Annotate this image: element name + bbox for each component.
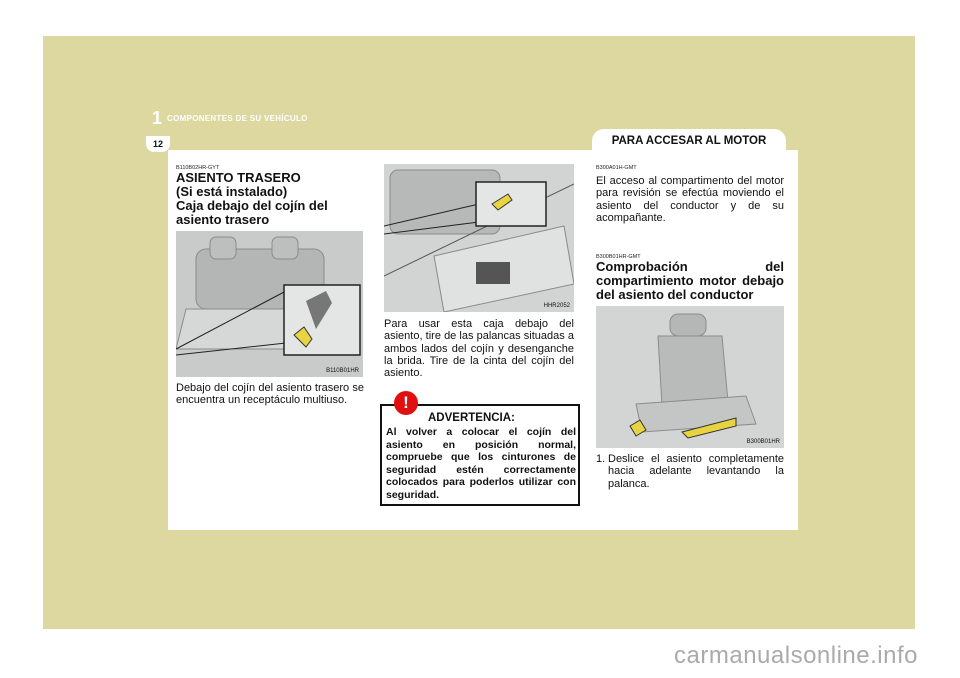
column-middle — [384, 150, 574, 379]
body-text: Debajo del cojín del asiento trasero se encuentra un receptáculo multiuso. — [176, 382, 364, 407]
section-code: B110B02HR-GYT — [176, 165, 220, 171]
section-tab: PARA ACCESAR AL MOTOR — [592, 129, 786, 151]
step-text: Deslice el asiento completamente hacia adelante levantando la palanca. — [608, 453, 784, 490]
chapter-number: 1 — [152, 108, 163, 128]
section-subtitle: Caja debajo del cojín del asiento trasero — [176, 198, 328, 227]
page-number: 12 — [146, 136, 170, 152]
figure-label: B110B01HR — [326, 368, 359, 374]
figure-label: B300B01HR — [746, 439, 780, 446]
seat-box-illustration — [384, 164, 574, 312]
step-number: 1. — [596, 453, 606, 466]
figure-rear-seat — [176, 231, 363, 377]
section-title: Comprobación del compartimiento motor debajo del asiento del conductor — [596, 259, 784, 303]
body-text: Para usar esta caja debajo del asiento, tire de las palancas situadas a ambos lados del cojín y desenganche la brida. Tire de la cinta del cojín del asiento. — [384, 318, 574, 380]
warning-icon: ! — [394, 391, 418, 415]
page-content — [168, 150, 798, 530]
column-left — [176, 150, 364, 407]
rear-seat-illustration — [176, 231, 363, 377]
figure-seat-box — [384, 164, 574, 312]
chapter-title: COMPONENTES DE SU VEHÍCULO — [167, 114, 308, 123]
warning-title: ADVERTENCIA: — [428, 412, 515, 424]
warning-text: Al volver a colocar el cojín del asiento en posición normal, compruebe que los cinturones de seguridad estén correctamente colocados para poderlos utilizar con seguridad. — [386, 426, 576, 501]
column-right — [596, 150, 784, 490]
body-text: El acceso al compartimento del motor para revisión se efectúa moviendo el asiento del conductor y de su acompañante. — [596, 175, 784, 224]
figure-driver-seat — [596, 306, 784, 448]
figure-label: HHR2052 — [543, 303, 570, 309]
driver-seat-illustration — [596, 306, 784, 448]
warning-box — [380, 393, 580, 506]
step-item — [596, 453, 784, 490]
section-subtitle: (Si está instalado) — [176, 184, 288, 199]
section-code: B300A01H-GMT — [596, 165, 637, 171]
section-code: B300B01HR-GMT — [596, 254, 641, 261]
watermark: carmanualsonline.info — [674, 642, 918, 669]
section-title: ASIENTO TRASERO — [176, 170, 301, 185]
